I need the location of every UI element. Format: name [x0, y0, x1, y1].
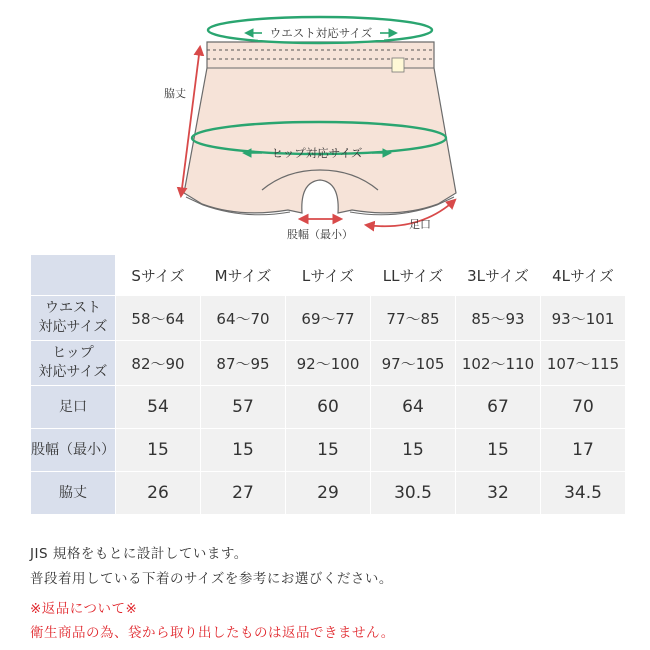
row-label-waist: ウエスト 対応サイズ [31, 296, 116, 341]
size-diagram [0, 0, 650, 250]
header-row [31, 255, 626, 296]
row-label-crotch-width: 股幅（最小） [31, 429, 116, 472]
note-return-body: 衛生商品の為、袋から取り出したものは返品できません。 [30, 625, 395, 641]
cell-value: 15 [116, 429, 201, 472]
header-corner [31, 255, 116, 296]
cell-value: 107〜115 [541, 341, 626, 386]
header-size-s: Sサイズ [116, 255, 201, 296]
crotch-width-label: 股幅（最小） [287, 228, 353, 241]
header-size-ll: LLサイズ [371, 255, 456, 296]
label-tag [392, 58, 404, 72]
cell-value: 15 [456, 429, 541, 472]
note-return-title: ※返品について※ [30, 601, 138, 617]
header-size-3l: 3Lサイズ [456, 255, 541, 296]
waist-label: ウエスト対応サイズ [269, 26, 373, 40]
row-label-leg-opening: 足口 [31, 386, 116, 429]
cell-value: 87〜95 [201, 341, 286, 386]
cell-value: 97〜105 [371, 341, 456, 386]
cell-value: 15 [371, 429, 456, 472]
row-leg-opening [31, 386, 626, 429]
cell-value: 15 [286, 429, 371, 472]
cell-value: 27 [201, 472, 286, 515]
row-label-side-length: 脇丈 [31, 472, 116, 515]
note-size-advice: 普段着用している下着のサイズを参考にお選びください。 [30, 571, 393, 587]
cell-value: 58〜64 [116, 296, 201, 341]
header-size-l: Lサイズ [286, 255, 371, 296]
leg-opening-label: 足口 [409, 218, 431, 231]
cell-value: 102〜110 [456, 341, 541, 386]
row-hip [31, 341, 626, 386]
hip-label: ヒップ対応サイズ [271, 146, 363, 160]
cell-value: 82〜90 [116, 341, 201, 386]
cell-value: 54 [116, 386, 201, 429]
cell-value: 57 [201, 386, 286, 429]
side-length-label: 脇丈 [164, 87, 186, 100]
note-jis-standard: JIS 規格をもとに設計しています。 [30, 546, 248, 562]
cell-value: 34.5 [541, 472, 626, 515]
cell-value: 17 [541, 429, 626, 472]
row-crotch-width [31, 429, 626, 472]
cell-value: 70 [541, 386, 626, 429]
header-size-4l: 4Lサイズ [541, 255, 626, 296]
cell-value: 29 [286, 472, 371, 515]
cell-value: 85〜93 [456, 296, 541, 341]
row-side-length [31, 472, 626, 515]
cell-value: 26 [116, 472, 201, 515]
header-size-m: Mサイズ [201, 255, 286, 296]
cell-value: 15 [201, 429, 286, 472]
row-label-hip: ヒップ 対応サイズ [31, 341, 116, 386]
cell-value: 32 [456, 472, 541, 515]
cell-value: 64 [371, 386, 456, 429]
row-waist [31, 296, 626, 341]
cell-value: 92〜100 [286, 341, 371, 386]
cell-value: 30.5 [371, 472, 456, 515]
cell-value: 60 [286, 386, 371, 429]
cell-value: 77〜85 [371, 296, 456, 341]
size-table [30, 254, 626, 515]
cell-value: 69〜77 [286, 296, 371, 341]
cell-value: 64〜70 [201, 296, 286, 341]
cell-value: 67 [456, 386, 541, 429]
cell-value: 93〜101 [541, 296, 626, 341]
